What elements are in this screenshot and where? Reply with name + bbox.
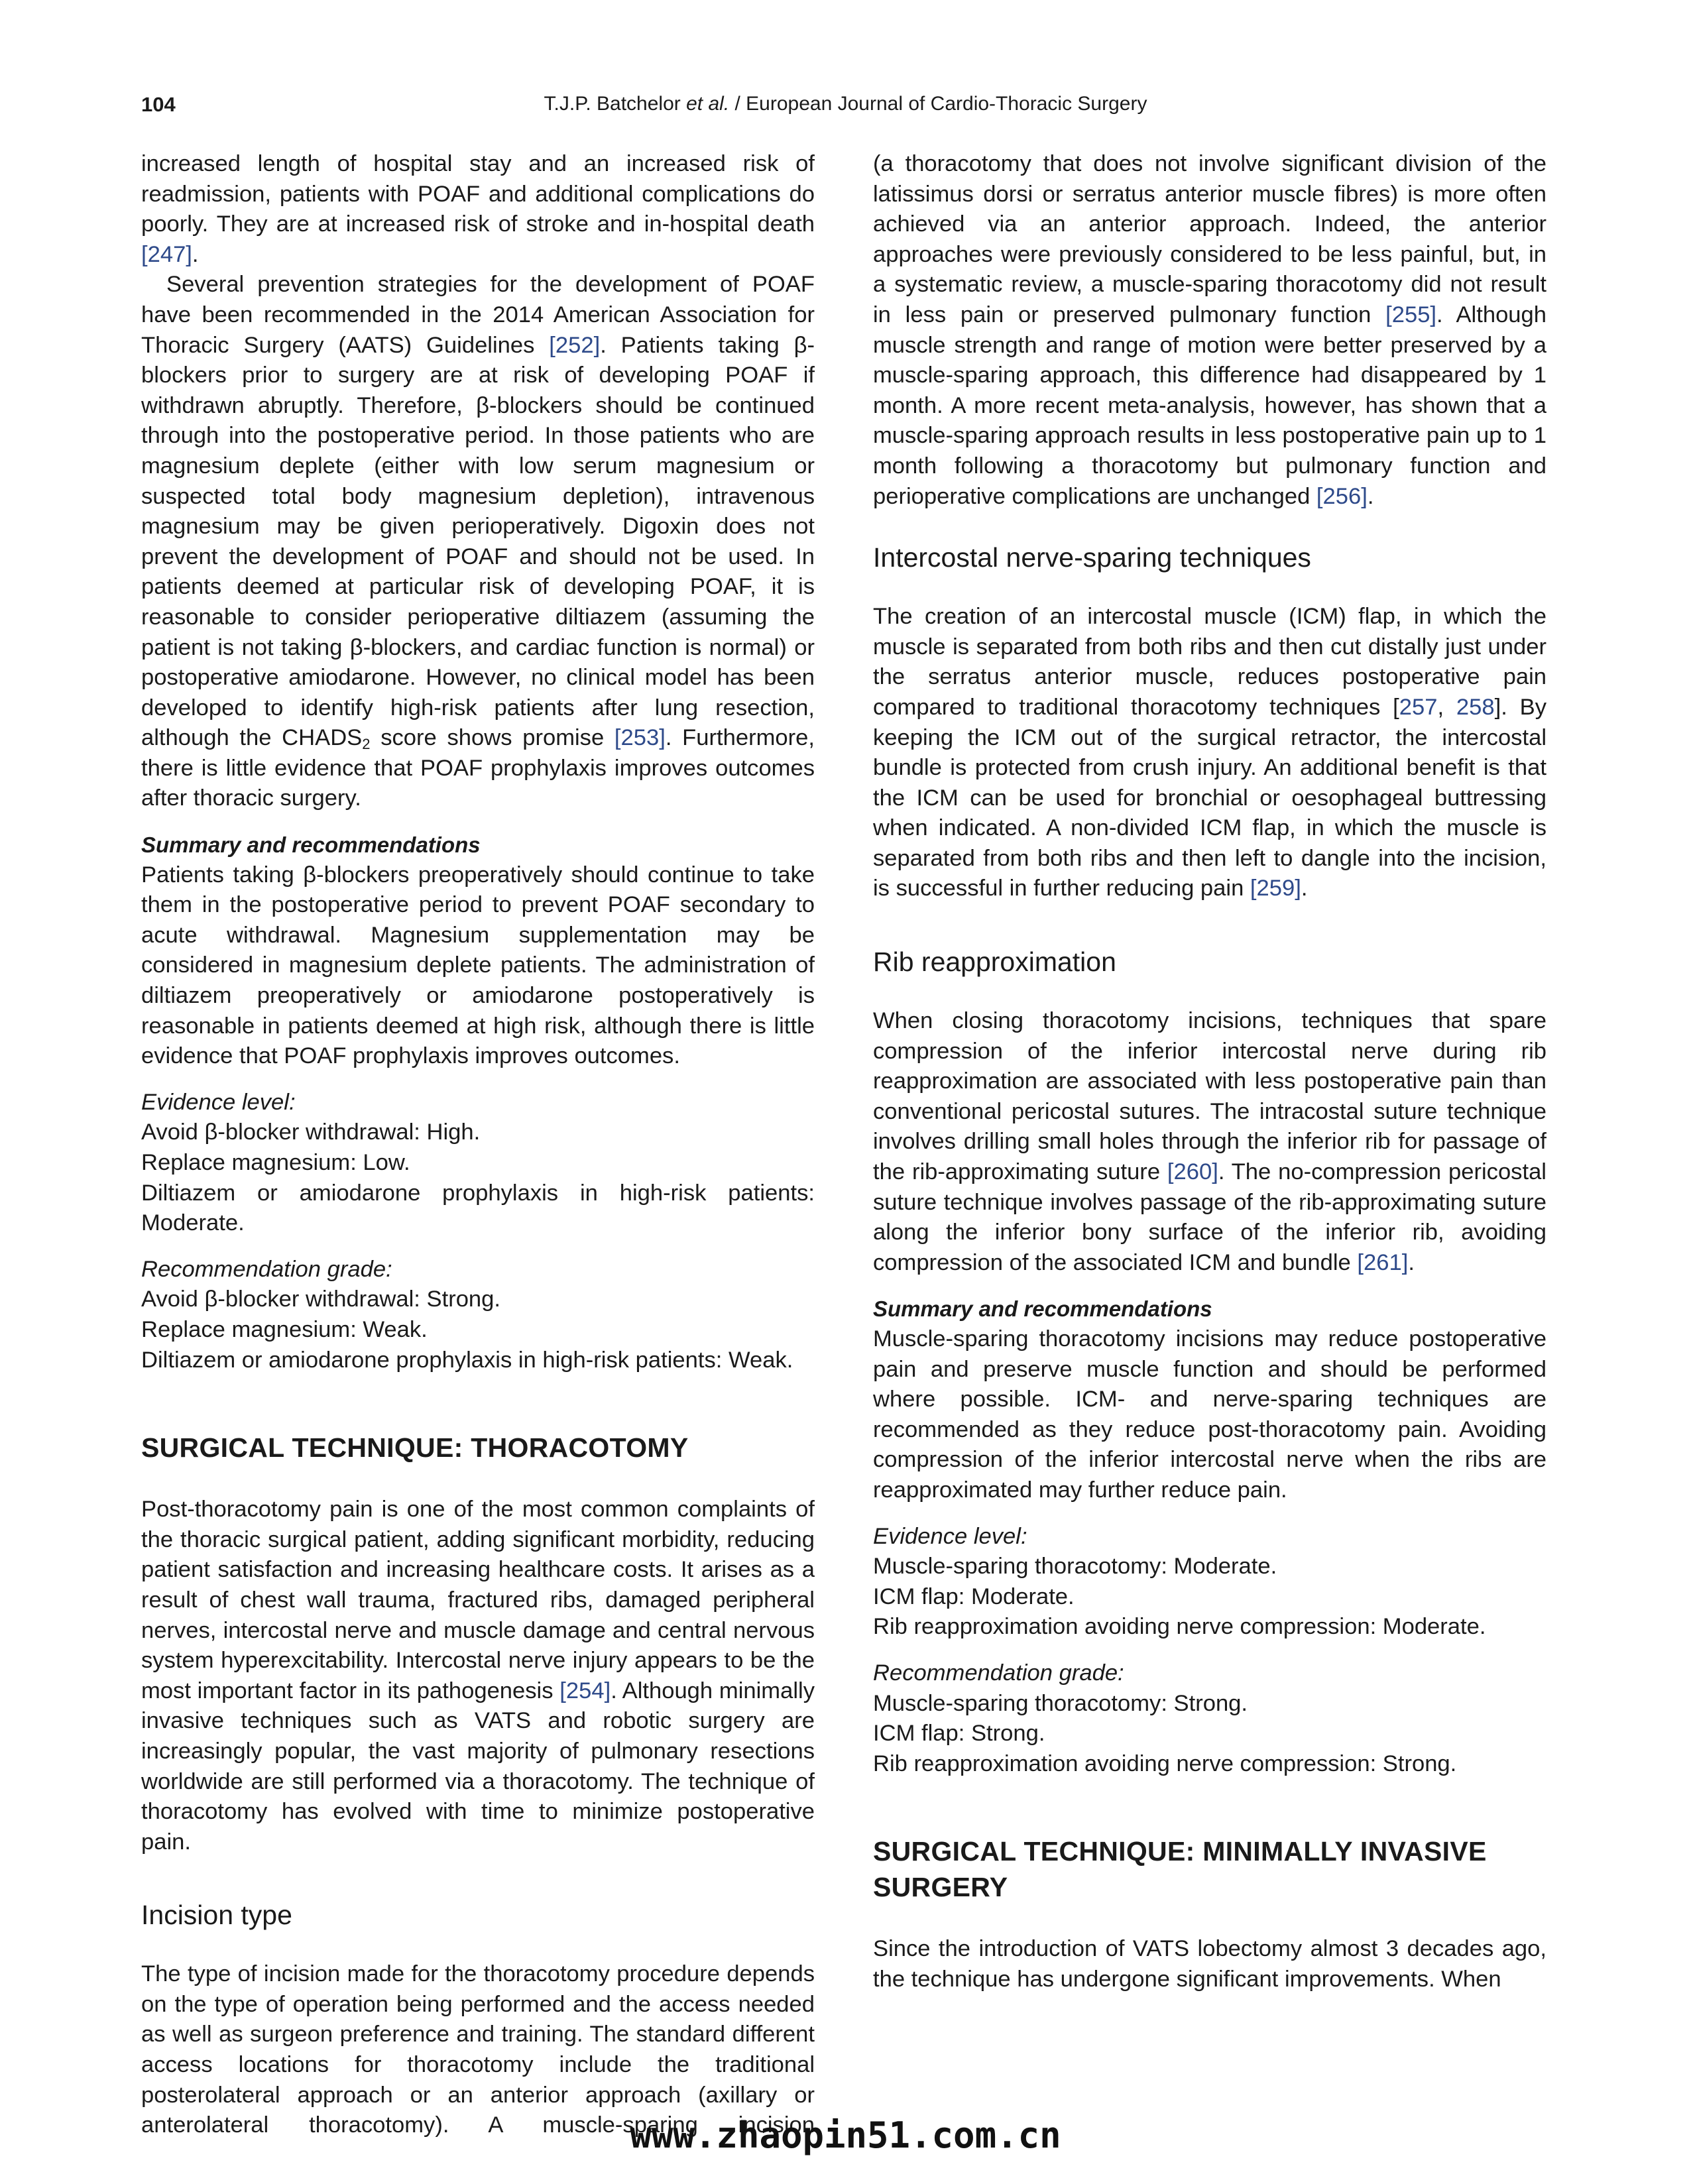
- grade-line: Diltiazem or amiodarone prophylaxis in high-risk patients: Weak.: [141, 1347, 793, 1373]
- subsection-heading: Rib reapproximation: [873, 947, 1116, 978]
- grade-heading: Recommendation grade:: [141, 1256, 392, 1282]
- paragraph: The creation of an intercostal muscle (ICM) flap, in which the muscle is separated from both ribs and then cut distally just under the serratus anterior muscle, reduces postoperative pain compared to traditional thoracotomy techniques [257, 258]. By keeping the ICM out of the surgical retractor, the intercostal bundle is protected from crush injury. An additional benefit is that the ICM can be used for bronchial or oesophageal buttressing when indicated. A non-divided ICM flap, in which the muscle is separated from both ribs and then left to dangle into the incision, is successful in further reducing pain [259].: [873, 604, 1546, 901]
- citation-link[interactable]: [253]: [614, 725, 666, 751]
- grade-line: Avoid β-blocker withdrawal: Strong.: [141, 1287, 501, 1312]
- citation-link[interactable]: 257: [1399, 694, 1438, 720]
- grade-line: Muscle-sparing thoracotomy: Strong.: [873, 1690, 1248, 1716]
- paragraph: increased length of hospital stay and an increased risk of readmission, patients with POAF and additional complications do poorly. They are at increased risk of stroke and in-hospital death [247].: [141, 151, 815, 267]
- citation-link[interactable]: [261]: [1357, 1249, 1409, 1275]
- citation-link[interactable]: [259]: [1250, 876, 1301, 901]
- running-head-etal: et al.: [686, 93, 730, 115]
- section-heading: SURGICAL TECHNIQUE: THORACOTOMY: [141, 1432, 689, 1464]
- evidence-line: Rib reapproximation avoiding nerve compression: Moderate.: [873, 1614, 1486, 1640]
- running-head-authors: T.J.P. Batchelor: [544, 93, 681, 115]
- watermark: www.zhaopin51.com.cn: [630, 2114, 1061, 2156]
- paragraph: Since the introduction of VATS lobectomy almost 3 decades ago, the technique has undergone significant improvements. When: [873, 1936, 1546, 1992]
- citation-link[interactable]: [254]: [559, 1678, 611, 1703]
- evidence-heading: Evidence level:: [873, 1523, 1027, 1549]
- citation-link[interactable]: [247]: [141, 241, 192, 267]
- evidence-line: Avoid β-blocker withdrawal: High.: [141, 1120, 481, 1145]
- grade-heading: Recommendation grade:: [873, 1660, 1124, 1686]
- paragraph: The type of incision made for the thoracotomy procedure depends on the type of operation being performed and the access needed as well as surgeon preference and training. The standard different access locations for thoracotomy include the traditional posterolateral approach or an anterior approach (axillary or anterolateral thoracotomy). A muscle-sparing incision: [141, 1961, 815, 2138]
- evidence-line: Replace magnesium: Low.: [141, 1150, 410, 1175]
- grade-line: Replace magnesium: Weak.: [141, 1316, 428, 1342]
- subsection-heading: Incision type: [141, 1900, 292, 1931]
- page-header: [141, 93, 1550, 126]
- paragraph: Several prevention strategies for the development of POAF have been recommended in the 2014 American Association for Thoracic Surgery (AATS) Guidelines [252]. Patients taking β-blockers prior to surgery are at risk of developing POAF if withdrawn abruptly. Therefore, β-blockers should be continued through into the postoperative period. In those patients who are magnesium deplete (either with low serum magnesium or suspected total body magnesium depletion), intravenous magnesium may be given perioperatively. Digoxin does not prevent the development of POAF and should not be used. In patients deemed at particular risk of developing POAF, it is reasonable to consider perioperative diltiazem (assuming the patient is not taking β-blockers, and cardiac function is normal) or postoperative amiodarone. However, no clinical model has been developed to identify high-risk patients after lung resection, although the $CHADS_2$ score shows promise [253]. Furthermore, there is little evidence that POAF prophylaxis improves outcomes after thoracic surgery.: [141, 272, 815, 811]
- summary-heading: Summary and recommendations: [141, 833, 481, 858]
- citation-link[interactable]: 258: [1456, 694, 1495, 720]
- running-head-journal: / European Journal of Cardio-Thoracic Surgery: [729, 93, 1147, 115]
- evidence-line: Moderate.: [141, 1210, 245, 1236]
- citation-link[interactable]: [252]: [549, 332, 601, 358]
- grade-line: Rib reapproximation avoiding nerve compression: Strong.: [873, 1751, 1457, 1776]
- evidence-line: Muscle-sparing thoracotomy: Moderate.: [873, 1554, 1277, 1580]
- running-head: [141, 93, 1550, 115]
- left-column: [141, 149, 815, 2141]
- evidence-line: ICM flap: Moderate.: [873, 1583, 1075, 1609]
- section-heading: SURGICAL TECHNIQUE: MINIMALLY INVASIVE SURGERY: [873, 1836, 1487, 1903]
- evidence-heading: Evidence level:: [141, 1089, 296, 1115]
- citation-link[interactable]: [260]: [1167, 1159, 1218, 1185]
- paragraph: Post-thoracotomy pain is one of the most common complaints of the thoracic surgical patient, adding significant morbidity, reducing patient satisfaction and increasing healthcare costs. It arises as a result of chest wall trauma, fractured ribs, damaged peripheral nerves, intercostal nerve and muscle damage and central nervous system hyperexcitability. Intercostal nerve injury appears to be the most important factor in its pathogenesis [254]. Although minimally invasive techniques such as VATS and robotic surgery are increasingly popular, the vast majority of pulmonary resections worldwide are still performed via a thoracotomy. The technique of thoracotomy has evolved with time to minimize postoperative pain.: [141, 1497, 815, 1855]
- grade-line: ICM flap: Strong.: [873, 1721, 1045, 1747]
- summary-heading: Summary and recommendations: [873, 1296, 1212, 1322]
- right-column: [873, 149, 1546, 1995]
- summary-paragraph: Patients taking β-blockers preoperatively should continue to take them in the postoperative period to prevent POAF secondary to acute withdrawal. Magnesium supplementation may be considered in magnesium deplete patients. The administration of diltiazem preoperatively or amiodarone postoperatively is reasonable in patients deemed at high risk, although there is little evidence that POAF prophylaxis improves outcomes.: [141, 862, 815, 1069]
- paragraph: (a thoracotomy that does not involve significant division of the latissimus dorsi or serratus anterior muscle fibres) is more often achieved via an anterior approach. Indeed, the anterior approaches were previously considered to be less painful, but, in a systematic review, a muscle-sparing thoracotomy did not result in less pain or preserved pulmonary function [255]. Although muscle strength and range of motion were better preserved by a muscle-sparing approach, this difference had disappeared by 1 month. A more recent meta-analysis, however, has shown that a muscle-sparing approach results in less postoperative pain up to 1 month following a thoracotomy but pulmonary function and perioperative complications are unchanged [256].: [873, 151, 1546, 509]
- citation-link[interactable]: [256]: [1316, 483, 1368, 509]
- paragraph: When closing thoracotomy incisions, techniques that spare compression of the inferior intercostal nerve during rib reapproximation are associated with less postoperative pain than conventional pericostal sutures. The intracostal suture technique involves drilling small holes through the inferior rib for passage of the rib-approximating suture [260]. The no-compression pericostal suture technique involves passage of the rib-approximating suture along the inferior bony surface of the inferior rib, avoiding compression of the associated ICM and bundle [261].: [873, 1008, 1546, 1275]
- subsection-heading: Intercostal nerve-sparing techniques: [873, 542, 1311, 573]
- summary-paragraph: Muscle-sparing thoracotomy incisions may reduce postoperative pain and preserve muscle function and should be performed where possible. ICM- and nerve-sparing techniques are recommended as they reduce post-thoracotomy pain. Avoiding compression of the inferior intercostal nerve when the ribs are reapproximated may further reduce pain.: [873, 1326, 1546, 1503]
- citation-link[interactable]: [255]: [1385, 302, 1437, 327]
- evidence-line: Diltiazem or amiodarone prophylaxis in high-risk patients:: [141, 1180, 815, 1206]
- page-number: 104: [141, 93, 176, 116]
